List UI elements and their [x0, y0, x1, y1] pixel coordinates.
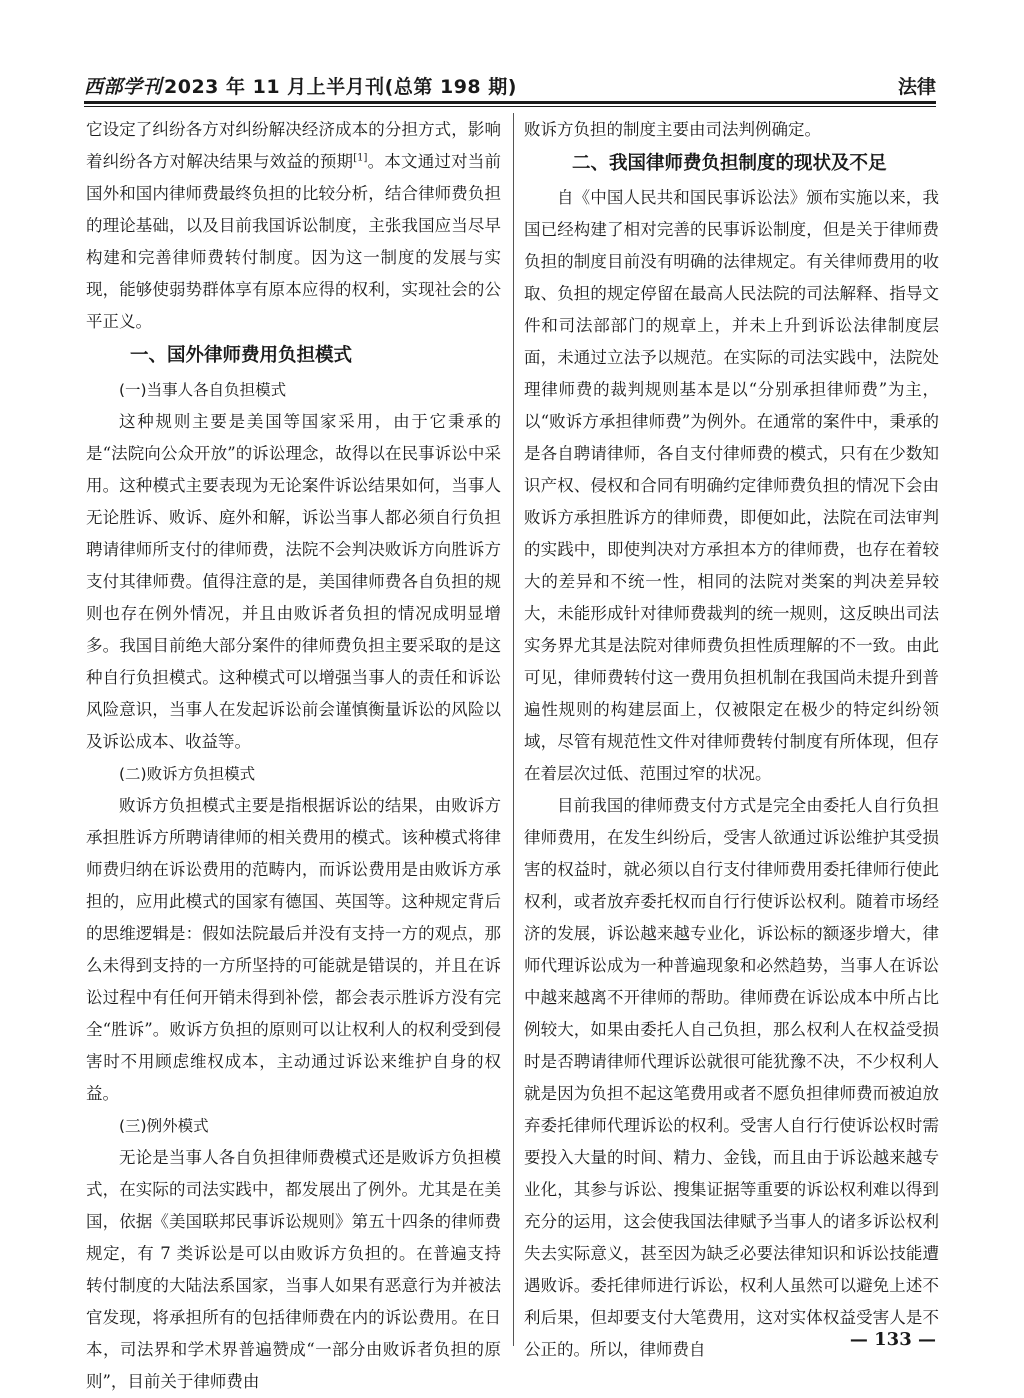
paragraph-text: 。本文通过对当前国外和国内律师费最终负担的比较分析，结合律师费负担的理论基础，以及目前我国诉讼制度，主张我国应当尽早构建和完善律师费转付制度。因为这一制度的发展与实现，能够使弱势群体享有原本应得的权利，实现社会的公平正义。: [86, 152, 501, 331]
subsection-heading: (三)例外模式: [119, 1117, 209, 1135]
subsection-heading: (一)当事人各自负担模式: [119, 381, 287, 399]
page-number-value: 133: [874, 1329, 912, 1350]
section-heading: 二、我国律师费负担制度的现状及不足: [572, 153, 887, 174]
left-column: [86, 114, 501, 1398]
running-header: [84, 72, 936, 98]
paragraph: 目前我国的律师费支付方式是完全由委托人自行负担律师费用，在发生纠纷后，受害人欲通过诉讼维护其受损害的权益时，就必须以自行支付律师费用委托律师行使此权利，或者放弃委托权而自行行使诉讼权利。随着市场经济的发展，诉讼越来越专业化，诉讼标的额逐步增大，律师代理诉讼成为一种普遍现象和必然趋势，当事人在诉讼中越来越离不开律师的帮助。律师费在诉讼成本中所占比例较大，如果由委托人自己负担，那么权利人在权益受损时是否聘请律师代理诉讼就很可能犹豫不决，不少权利人就是因为负担不起这笔费用或者不愿负担律师费而被迫放弃委托律师代理诉讼的权利。受害人自行行使诉讼权时需要投入大量的时间、精力、金钱，而且由于诉讼越来越专业化，其参与诉讼、搜集证据等重要的诉讼权利难以得到充分的运用，这会使我国法律赋予当事人的诸多诉讼权利失去实际意义，甚至因为缺乏必要法律知识和诉讼技能遭遇败诉。委托律师进行诉讼，权利人虽然可以避免上述不利后果，但却要支付大笔费用，这对实体权益受害人是不公正的。所以，律师费自: [524, 796, 939, 1359]
page-number: — 133 —: [849, 1329, 936, 1350]
citation-ref: [1]: [353, 152, 368, 164]
section-label: 法律: [897, 76, 936, 98]
journal-info: [84, 72, 517, 99]
paragraph: 这种规则主要是美国等国家采用，由于它秉承的是“法院向公众开放”的诉讼理念，故得以在民事诉讼中采用。这种模式主要表现为无论案件诉讼结果如何，当事人无论胜诉、败诉、庭外和解，诉讼当事人都必须自行负担聘请律师所支付的律师费，法院不会判决败诉方向胜诉方支付其律师费。值得注意的是，美国律师费各自负担的规则也存在例外情况，并且由败诉者负担的情况成明显增多。我国目前绝大部分案件的律师费负担主要采取的是这种自行负担模式。这种模式可以增强当事人的责任和诉讼风险意识，当事人在发起诉讼前会谨慎衡量诉讼的风险以及诉讼成本、收益等。: [86, 412, 501, 751]
section-heading: 一、国外律师费用负担模式: [130, 345, 353, 366]
paragraph: 败诉方负担的制度主要由司法判例确定。: [524, 120, 821, 139]
paragraph: 自《中国人民共和国民事诉讼法》颁布实施以来，我国已经构建了相对完善的民事诉讼制度，但是关于律师费负担的制度目前没有明确的法律规定。有关律师费用的收取、负担的规定停留在最高人民法院的司法解释、指导文件和司法部部门的规章上，并未上升到诉讼法律制度层面，未通过立法予以规范。在实际的司法实践中，法院处理律师费的裁判规则基本是以“分别承担律师费”为主，以“败诉方承担律师费”为例外。在通常的案件中，秉承的是各自聘请律师，各自支付律师费的模式，只有在少数知识产权、侵权和合同有明确约定律师费负担的情况下会由败诉方承担胜诉方的律师费，即便如此，法院在司法审判的实践中，即使判决对方承担本方的律师费，也存在着较大的差异和不统一性，相同的法院对类案的判决差异较大，未能形成针对律师费裁判的统一规则，这反映出司法实务界尤其是法院对律师费负担性质理解的不一致。由此可见，律师费转付这一费用负担机制在我国尚未提升到普遍性规则的构建层面上，仅被限定在极少的特定纠纷领域，尽管有规范性文件对律师费转付制度有所体现，但存在着层次过低、范围过窄的状况。: [524, 188, 939, 783]
right-column: [524, 114, 939, 1366]
paragraph-text: 它设定了纠纷各方对纠纷解决经济成本的分担方式，影响着纠纷各方对解决结果与效益的预期: [86, 120, 501, 171]
paragraph: 败诉方负担模式主要是指根据诉讼的结果，由败诉方承担胜诉方所聘请律师的相关费用的模式。该种模式将律师费归纳在诉讼费用的范畴内，而诉讼费用是由败诉方承担的，应用此模式的国家有德国、英国等。这种规定背后的思维逻辑是：假如法院最后并没有支持一方的观点，那么未得到支持的一方所坚持的可能就是错误的，并且在诉讼过程中有任何开销未得到补偿，都会表示胜诉方没有完全“胜诉”。败诉方负担的原则可以让权利人的权利受到侵害时不用顾虑维权成本，主动通过诉讼来维护自身的权益。: [86, 796, 501, 1103]
paragraph: 无论是当事人各自负担律师费模式还是败诉方负担模式，在实际的司法实践中，都发展出了例外。尤其是在美国，依据《美国联邦民事诉讼规则》第五十四条的律师费规定，有 7 类诉讼是可以由败诉方负担的。在普遍支持转付制度的大陆法系国家，当事人如果有恶意行为并被法官发现，将承担所有的包括律师费在内的诉讼费用。在日本，司法界和学术界普遍赞成“一部分由败诉者负担的原则”，目前关于律师费由: [86, 1148, 501, 1391]
subsection-heading: (二)败诉方负担模式: [119, 765, 256, 783]
journal-logo: 西部学刊: [84, 76, 163, 98]
column-divider: [513, 113, 514, 1346]
paragraph: [86, 114, 501, 338]
header-rule-thin: [84, 106, 936, 107]
issue-info: 2023 年 11 月上半月刊(总第 198 期): [164, 76, 517, 98]
header-rule-thick: [84, 101, 936, 104]
